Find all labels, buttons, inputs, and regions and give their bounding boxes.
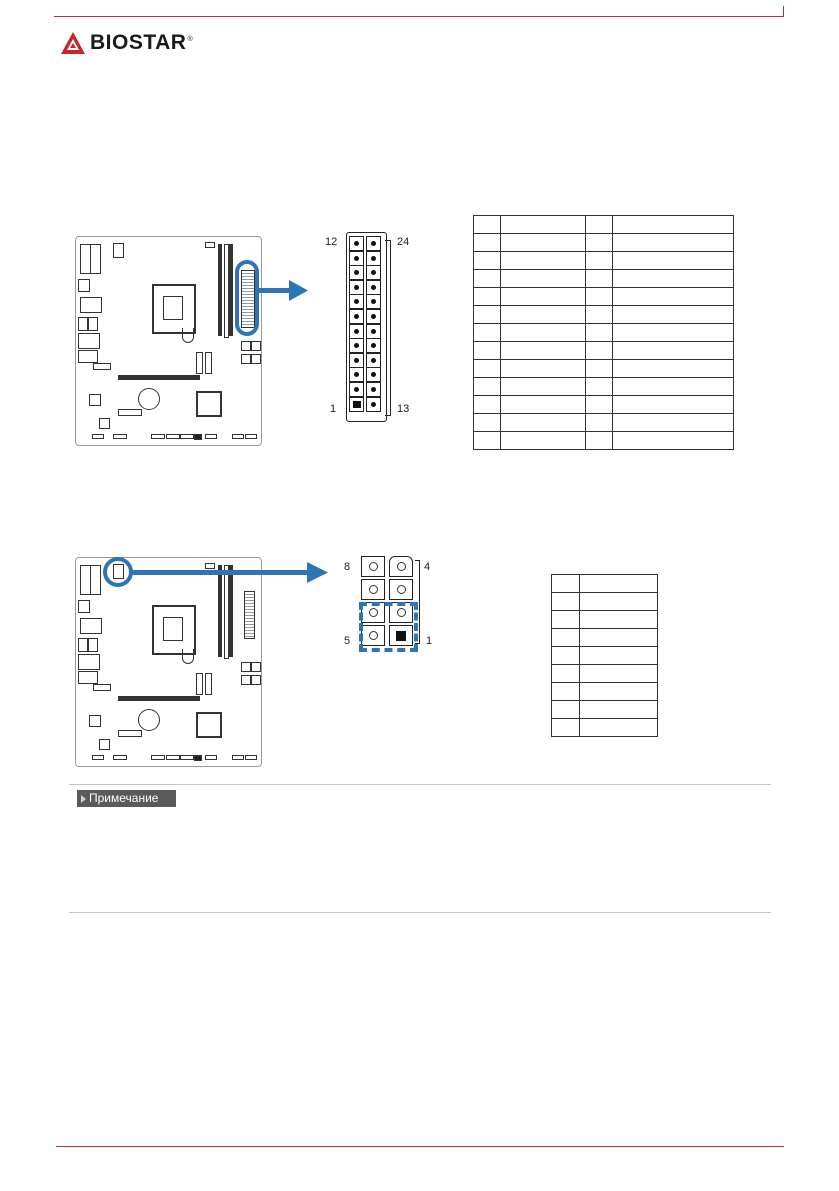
- pin: [366, 294, 381, 309]
- io-port: [90, 565, 101, 595]
- board-header: [232, 434, 244, 439]
- pin-label-8: 8: [344, 561, 351, 573]
- m2-slot: [93, 684, 111, 691]
- table-cell: [613, 216, 734, 234]
- table-cell: [500, 342, 585, 360]
- pin: [349, 251, 364, 266]
- table-row: [552, 647, 658, 665]
- pin: [349, 367, 364, 382]
- table-row: [474, 216, 734, 234]
- board-component: [89, 715, 101, 727]
- pin: [349, 236, 364, 251]
- pin-dot: [371, 270, 376, 275]
- pin: [389, 556, 413, 577]
- table-cell: [613, 432, 734, 450]
- pin-label-4: 4: [424, 561, 431, 573]
- pin: [366, 353, 381, 368]
- board-header: [92, 755, 104, 760]
- board-header: [180, 755, 194, 760]
- pin: [389, 579, 413, 600]
- pin: [349, 280, 364, 295]
- table-cell: [500, 414, 585, 432]
- board-header: [245, 755, 257, 760]
- table-cell: [500, 288, 585, 306]
- io-port: [80, 618, 102, 634]
- io-port: [78, 638, 88, 652]
- pin-dot: [354, 256, 359, 261]
- table-cell: [579, 593, 657, 611]
- pin-label-1: 1: [426, 635, 433, 647]
- table-cell: [500, 360, 585, 378]
- table-cell: [585, 234, 613, 252]
- socket-lever: [182, 328, 194, 343]
- highlight-circle: [103, 557, 133, 587]
- pin-label-5: 5: [344, 635, 351, 647]
- table-cell: [613, 414, 734, 432]
- pin-dot: [371, 372, 376, 377]
- pin: [349, 324, 364, 339]
- table-cell: [474, 216, 501, 234]
- socket-lever: [182, 649, 194, 664]
- pcie-x1-slot: [118, 730, 142, 737]
- table-cell: [579, 683, 657, 701]
- battery: [138, 388, 160, 410]
- footer-rule: [56, 1146, 784, 1147]
- table-row: [474, 234, 734, 252]
- pin-label-1: 1: [330, 403, 337, 415]
- table-cell: [585, 324, 613, 342]
- table-cell: [613, 342, 734, 360]
- pin-dot: [354, 329, 359, 334]
- io-port: [88, 638, 98, 652]
- board-header: [245, 434, 257, 439]
- pin-dot: [371, 256, 376, 261]
- table-cell: [613, 252, 734, 270]
- pin-dot: [354, 314, 359, 319]
- pin: [366, 338, 381, 353]
- io-port: [78, 279, 90, 292]
- table-cell: [474, 234, 501, 252]
- table-row: [474, 270, 734, 288]
- pin: [366, 367, 381, 382]
- io-port: [78, 333, 100, 349]
- pin: [366, 397, 381, 412]
- table-cell: [500, 432, 585, 450]
- board-header: [205, 755, 217, 760]
- cpu-socket-inner: [163, 296, 183, 320]
- table-cell: [474, 396, 501, 414]
- pin-dot: [354, 241, 359, 246]
- table-cell: [552, 611, 580, 629]
- table-cell: [552, 629, 580, 647]
- table-cell: [579, 575, 657, 593]
- board-header: [194, 434, 202, 440]
- table-row: [474, 324, 734, 342]
- sata-port: [241, 662, 251, 672]
- table-cell: [474, 414, 501, 432]
- pin-dot: [354, 372, 359, 377]
- pin-circle: [369, 562, 378, 571]
- table-cell: [585, 396, 613, 414]
- table-cell: [613, 306, 734, 324]
- table-cell: [579, 665, 657, 683]
- pin: [349, 353, 364, 368]
- table-cell: [552, 593, 580, 611]
- board-header: [166, 434, 180, 439]
- sata-port: [241, 675, 251, 685]
- pin-dot: [354, 285, 359, 290]
- sata-port: [251, 341, 261, 351]
- pcie-x16-slot: [118, 696, 200, 701]
- pin-1-square-marker: [353, 401, 361, 408]
- pin-label-13: 13: [397, 403, 410, 415]
- sata-port: [241, 354, 251, 364]
- sata-port: [241, 341, 251, 351]
- table-cell: [474, 270, 501, 288]
- atx24-on-board: [244, 591, 255, 639]
- pin-dot: [354, 343, 359, 348]
- pin: [349, 265, 364, 280]
- table-cell: [500, 306, 585, 324]
- board-header: [194, 755, 202, 761]
- board-component: [196, 673, 203, 695]
- table-cell: [613, 378, 734, 396]
- table-cell: [613, 234, 734, 252]
- board-header: [205, 242, 215, 248]
- table-cell: [500, 216, 585, 234]
- io-port: [90, 244, 101, 274]
- pcie-x1-slot: [118, 409, 142, 416]
- io-port: [78, 671, 98, 684]
- table-row: [552, 701, 658, 719]
- board-header: [151, 755, 165, 760]
- table-cell: [474, 360, 501, 378]
- table-cell: [552, 665, 580, 683]
- table-row: [474, 288, 734, 306]
- brand-name: BIOSTAR: [90, 31, 187, 54]
- pcie-x16-slot: [118, 375, 200, 380]
- table-cell: [585, 270, 613, 288]
- pin: [361, 579, 385, 600]
- table-cell: [500, 396, 585, 414]
- table-cell: [613, 396, 734, 414]
- board-header: [113, 434, 127, 439]
- board-component: [99, 418, 110, 429]
- pin-dot: [354, 270, 359, 275]
- highlight-dashed-box: [359, 602, 418, 652]
- pin: [349, 382, 364, 397]
- board-header: [92, 434, 104, 439]
- pin-dot: [371, 387, 376, 392]
- table-row: [552, 629, 658, 647]
- table-cell: [579, 647, 657, 665]
- atx24-pin-table: [473, 215, 734, 450]
- pin-circle: [397, 562, 406, 571]
- board-header: [205, 434, 217, 439]
- table-cell: [474, 342, 501, 360]
- triangle-bullet-icon: [81, 795, 86, 803]
- dimm-slot: [218, 244, 222, 336]
- board-header: [151, 434, 165, 439]
- table-row: [474, 252, 734, 270]
- table-cell: [500, 234, 585, 252]
- arrow-right-icon: [259, 279, 309, 303]
- pin-dot: [371, 285, 376, 290]
- pin-dot: [371, 314, 376, 319]
- pin: [366, 324, 381, 339]
- table-row: [474, 432, 734, 450]
- pin: [349, 338, 364, 353]
- board-component: [196, 352, 203, 374]
- pin-dot: [371, 329, 376, 334]
- highlight-ellipse: [235, 260, 259, 336]
- table-cell: [585, 378, 613, 396]
- sata-port: [251, 662, 261, 672]
- table-row: [474, 378, 734, 396]
- cpu-power-connector: [113, 243, 124, 258]
- io-port: [78, 317, 88, 331]
- io-port: [78, 350, 98, 363]
- table-cell: [474, 306, 501, 324]
- pin: [366, 382, 381, 397]
- table-row: [474, 342, 734, 360]
- pin-dot: [354, 387, 359, 392]
- table-row: [552, 611, 658, 629]
- table-cell: [585, 252, 613, 270]
- pin-label-24: 24: [397, 236, 410, 248]
- biostar-logo: [60, 30, 193, 56]
- table-cell: [613, 270, 734, 288]
- table-cell: [552, 575, 580, 593]
- table-cell: [500, 270, 585, 288]
- pin-dot: [371, 402, 376, 407]
- registered-mark: ®: [187, 36, 193, 43]
- table-row: [552, 683, 658, 701]
- pin: [349, 294, 364, 309]
- table-cell: [585, 288, 613, 306]
- pin: [366, 251, 381, 266]
- connector-latch: [385, 240, 391, 416]
- chipset: [196, 712, 222, 738]
- pin-dot: [354, 358, 359, 363]
- motherboard-outline: [75, 557, 262, 767]
- table-row: [552, 665, 658, 683]
- board-header: [166, 755, 180, 760]
- board-component: [205, 352, 212, 374]
- m2-slot: [93, 363, 111, 370]
- sata-port: [251, 354, 261, 364]
- board-component: [205, 673, 212, 695]
- table-row: [552, 719, 658, 737]
- table-row: [552, 575, 658, 593]
- atx8-pin-table: [551, 574, 658, 737]
- board-header: [232, 755, 244, 760]
- table-cell: [552, 647, 580, 665]
- table-cell: [585, 306, 613, 324]
- table-cell: [613, 360, 734, 378]
- sata-port: [251, 675, 261, 685]
- pin: [366, 236, 381, 251]
- arrow-right-icon: [131, 561, 329, 585]
- pin: [361, 556, 385, 577]
- table-cell: [552, 701, 580, 719]
- table-row: [474, 396, 734, 414]
- table-cell: [613, 288, 734, 306]
- chipset: [196, 391, 222, 417]
- battery: [138, 709, 160, 731]
- table-cell: [552, 683, 580, 701]
- board-header: [113, 755, 127, 760]
- table-row: [552, 593, 658, 611]
- io-port: [88, 317, 98, 331]
- note-badge: [77, 790, 176, 807]
- header-rule: [54, 16, 784, 17]
- io-port: [78, 600, 90, 613]
- table-cell: [579, 719, 657, 737]
- pin: [366, 280, 381, 295]
- header-rule-cap: [783, 6, 784, 17]
- pin: [366, 265, 381, 280]
- note-rule-bottom: [69, 912, 771, 913]
- note-label: Примечание: [89, 791, 159, 805]
- pin: [349, 397, 364, 412]
- board-component: [89, 394, 101, 406]
- pin-circle: [397, 585, 406, 594]
- pin-dot: [371, 358, 376, 363]
- pin-circle: [369, 585, 378, 594]
- table-cell: [474, 252, 501, 270]
- table-cell: [579, 701, 657, 719]
- table-cell: [585, 360, 613, 378]
- pin-dot: [354, 299, 359, 304]
- table-row: [474, 414, 734, 432]
- table-cell: [585, 342, 613, 360]
- pin-dot: [371, 343, 376, 348]
- cpu-socket-inner: [163, 617, 183, 641]
- table-cell: [585, 414, 613, 432]
- table-cell: [500, 324, 585, 342]
- table-cell: [500, 378, 585, 396]
- dimm-slot: [229, 244, 233, 336]
- table-cell: [474, 378, 501, 396]
- table-cell: [579, 611, 657, 629]
- pin-dot: [371, 241, 376, 246]
- table-cell: [474, 324, 501, 342]
- io-port: [78, 654, 100, 670]
- table-cell: [579, 629, 657, 647]
- pin: [366, 309, 381, 324]
- table-cell: [613, 324, 734, 342]
- table-cell: [585, 432, 613, 450]
- biostar-triangle-icon: [60, 31, 86, 55]
- pin-dot: [371, 299, 376, 304]
- motherboard-outline: [75, 236, 262, 446]
- table-cell: [474, 288, 501, 306]
- pin-label-12: 12: [325, 236, 338, 248]
- board-header: [180, 434, 194, 439]
- io-port: [80, 297, 102, 313]
- table-cell: [585, 216, 613, 234]
- board-component: [99, 739, 110, 750]
- table-cell: [552, 719, 580, 737]
- table-cell: [474, 432, 501, 450]
- table-cell: [500, 252, 585, 270]
- table-row: [474, 360, 734, 378]
- note-rule-top: [69, 784, 771, 785]
- table-row: [474, 306, 734, 324]
- pin: [349, 309, 364, 324]
